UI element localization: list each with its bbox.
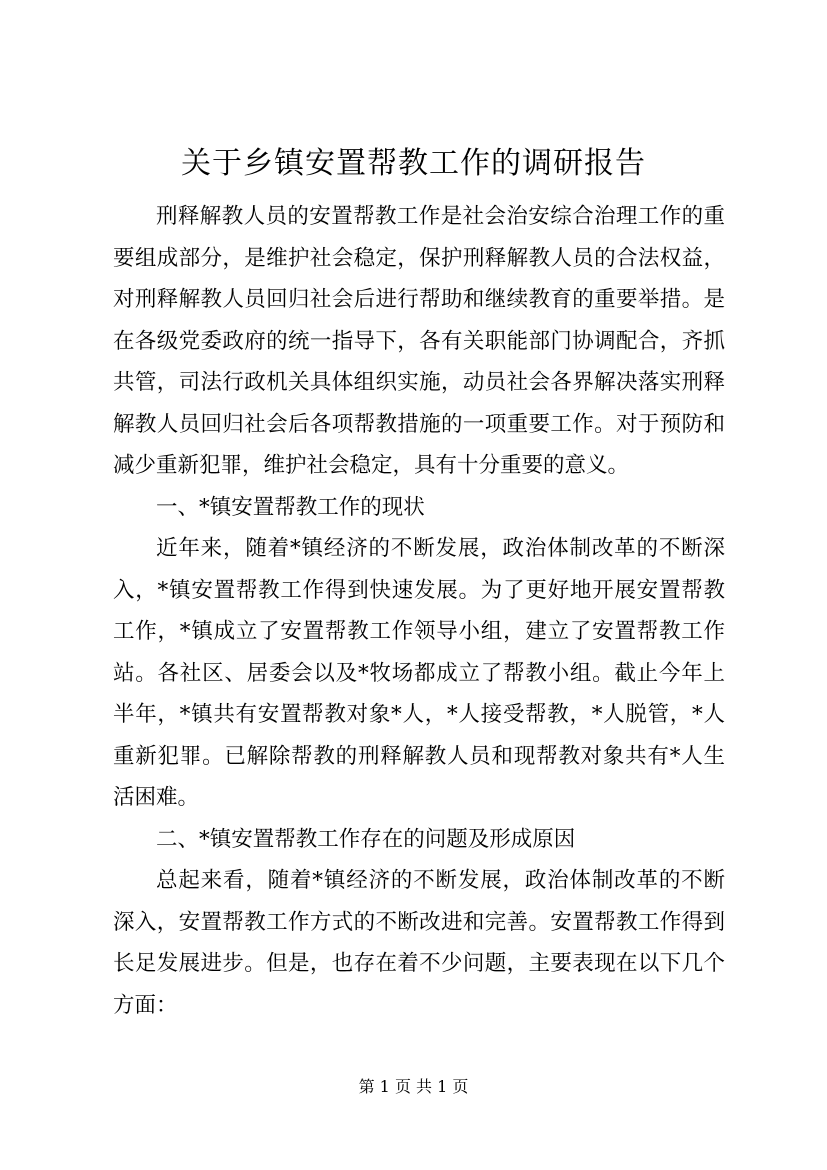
section-1-paragraph: 近年来，随着*镇经济的不断发展，政治体制改革的不断深入，*镇安置帮教工作得到快速发展。为了更好地开展安置帮教工作，*镇成立了安置帮教工作领导小组，建立了安置帮教工作站。各社区、居委会以及*牧场都成立了帮教小组。截止今年上半年，*镇共有安置帮教对象*人，*人接受帮教，*人脱管，*人重新犯罪。已解除帮教的刑释解教人员和现帮教对象共有*人生活困难。 (113, 536, 725, 810)
page-footer: 第 1 页 共 1 页 (358, 1077, 469, 1096)
intro-paragraph: 刑释解教人员的安置帮教工作是社会治安综合治理工作的重要组成部分，是维护社会稳定，保护刑释解教人员的合法权益，对刑释解教人员回归社会后进行帮助和继续教育的重要举措。是在各级党委政府的统一指导下，各有关职能部门协调配合，齐抓共管，司法行政机关具体组织实施，动员社会各界解决落实刑释解教人员回归社会后各项帮教措施的一项重要工作。对于预防和减少重新犯罪，维护社会稳定，具有十分重要的意义。 (113, 204, 725, 478)
section-heading-2: 二、*镇安置帮教工作存在的问题及形成原因 (156, 826, 576, 852)
document-title: 关于乡镇安置帮教工作的调研报告 (181, 146, 646, 181)
section-heading-1: 一、*镇安置帮教工作的现状 (156, 494, 425, 520)
document-body (113, 196, 725, 1026)
section-2-paragraph: 总起来看，随着*镇经济的不断发展，政治体制改革的不断深入，安置帮教工作方式的不断改进和完善。安置帮教工作得到长足发展进步。但是，也存在着不少问题，主要表现在以下几个方面： (113, 868, 725, 1018)
